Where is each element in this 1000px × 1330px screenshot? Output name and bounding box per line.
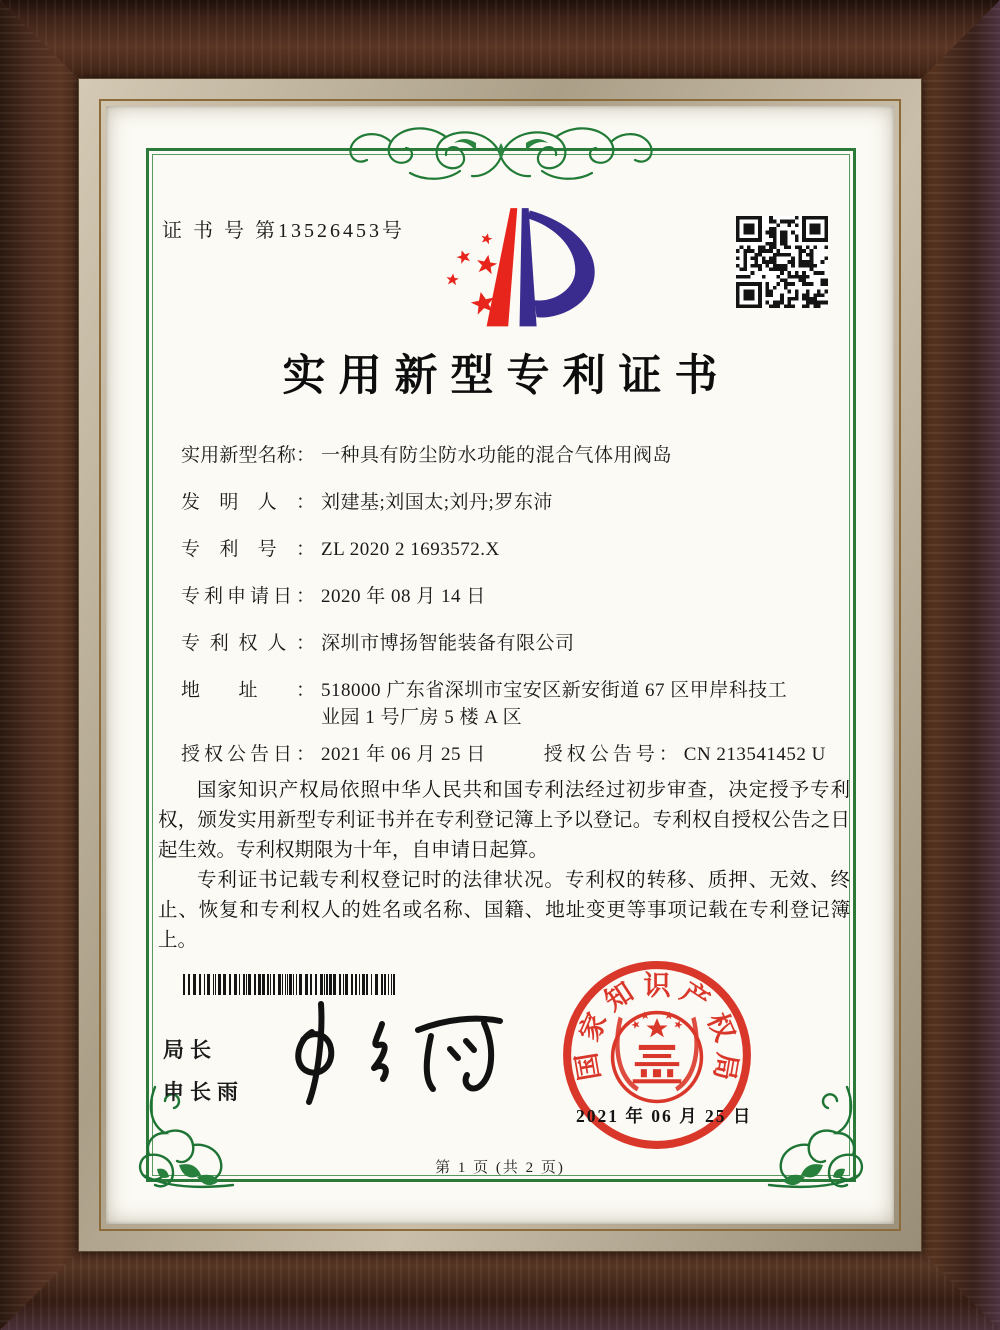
field-row-inventors: [181, 489, 844, 516]
field-label: 地址 ：: [181, 677, 315, 704]
field-value: 刘建基;刘国太;刘丹;罗东沛: [321, 492, 553, 513]
grant-row: [181, 741, 844, 768]
field-label: 授权公告号 ：: [544, 741, 678, 768]
qr-code: [736, 216, 828, 308]
field-list: [181, 442, 844, 768]
field-label: 专利号 ：: [181, 536, 315, 563]
field-value: ZL 2020 2 1693572.X: [321, 539, 500, 560]
field-row-patent-no: [181, 536, 844, 563]
field-label: 授权公告日 ：: [181, 741, 315, 768]
field-row-address: [181, 677, 844, 731]
certificate-content: [106, 106, 894, 1224]
certificate-title: 实用新型专利证书: [282, 353, 731, 400]
field-value: 2020 年 08 月 14 日: [321, 586, 486, 607]
field-value: CN 213541452 U: [683, 744, 826, 765]
page-footer: 第 1 页 (共 2 页): [435, 1160, 565, 1176]
director-signature: [278, 992, 513, 1110]
field-label: 专利申请日 ：: [181, 583, 315, 610]
field-label: 实用新型名称 ：: [181, 442, 315, 469]
field-label: 发明人 ：: [181, 489, 315, 516]
field-value: 深圳市博扬智能装备有限公司: [321, 633, 575, 654]
field-row-name: [181, 442, 844, 469]
field-value: 2021 年 06 月 25 日: [321, 744, 486, 765]
seal-date: 2021 年 06 月 25 日: [576, 1106, 753, 1126]
grant-date-pair: [181, 741, 486, 768]
grant-no-pair: [544, 741, 826, 768]
seal-text: 国家知识产权局: [571, 970, 743, 1083]
field-row-patentee: [181, 630, 844, 657]
certificate-paper: [106, 106, 894, 1224]
signer-title: 局长: [163, 1039, 217, 1062]
legal-paragraph-1: 国家知识产权局依照中华人民共和国专利法经过初步审查，决定授予专利权，颁发实用新型专利证书并在专利登记簿上予以登记。专利权自授权公告之日起生效。专利权期限为十年，自申请日起算。: [158, 780, 850, 861]
field-label: 专利权人 ：: [181, 630, 315, 657]
field-value: 一种具有防尘防水功能的混合气体用阀岛: [321, 445, 673, 466]
cnipa-logo: [424, 190, 606, 340]
legal-text: [158, 776, 850, 956]
legal-paragraph-2: 专利证书记载专利权登记时的法律状况。专利权的转移、质押、无效、终止、恢复和专利权人的姓名或名称、国籍、地址变更等事项记载在专利登记簿上。: [158, 870, 850, 951]
signer-name: 申长雨: [163, 1081, 244, 1104]
field-row-filing-date: [181, 583, 844, 610]
field-value: 518000 广东省深圳市宝安区新安街道 67 区甲岸科技工业园 1 号厂房 5 楼 A 区: [321, 680, 788, 728]
certificate-number: 证 书 号 第13526453号: [162, 220, 405, 242]
